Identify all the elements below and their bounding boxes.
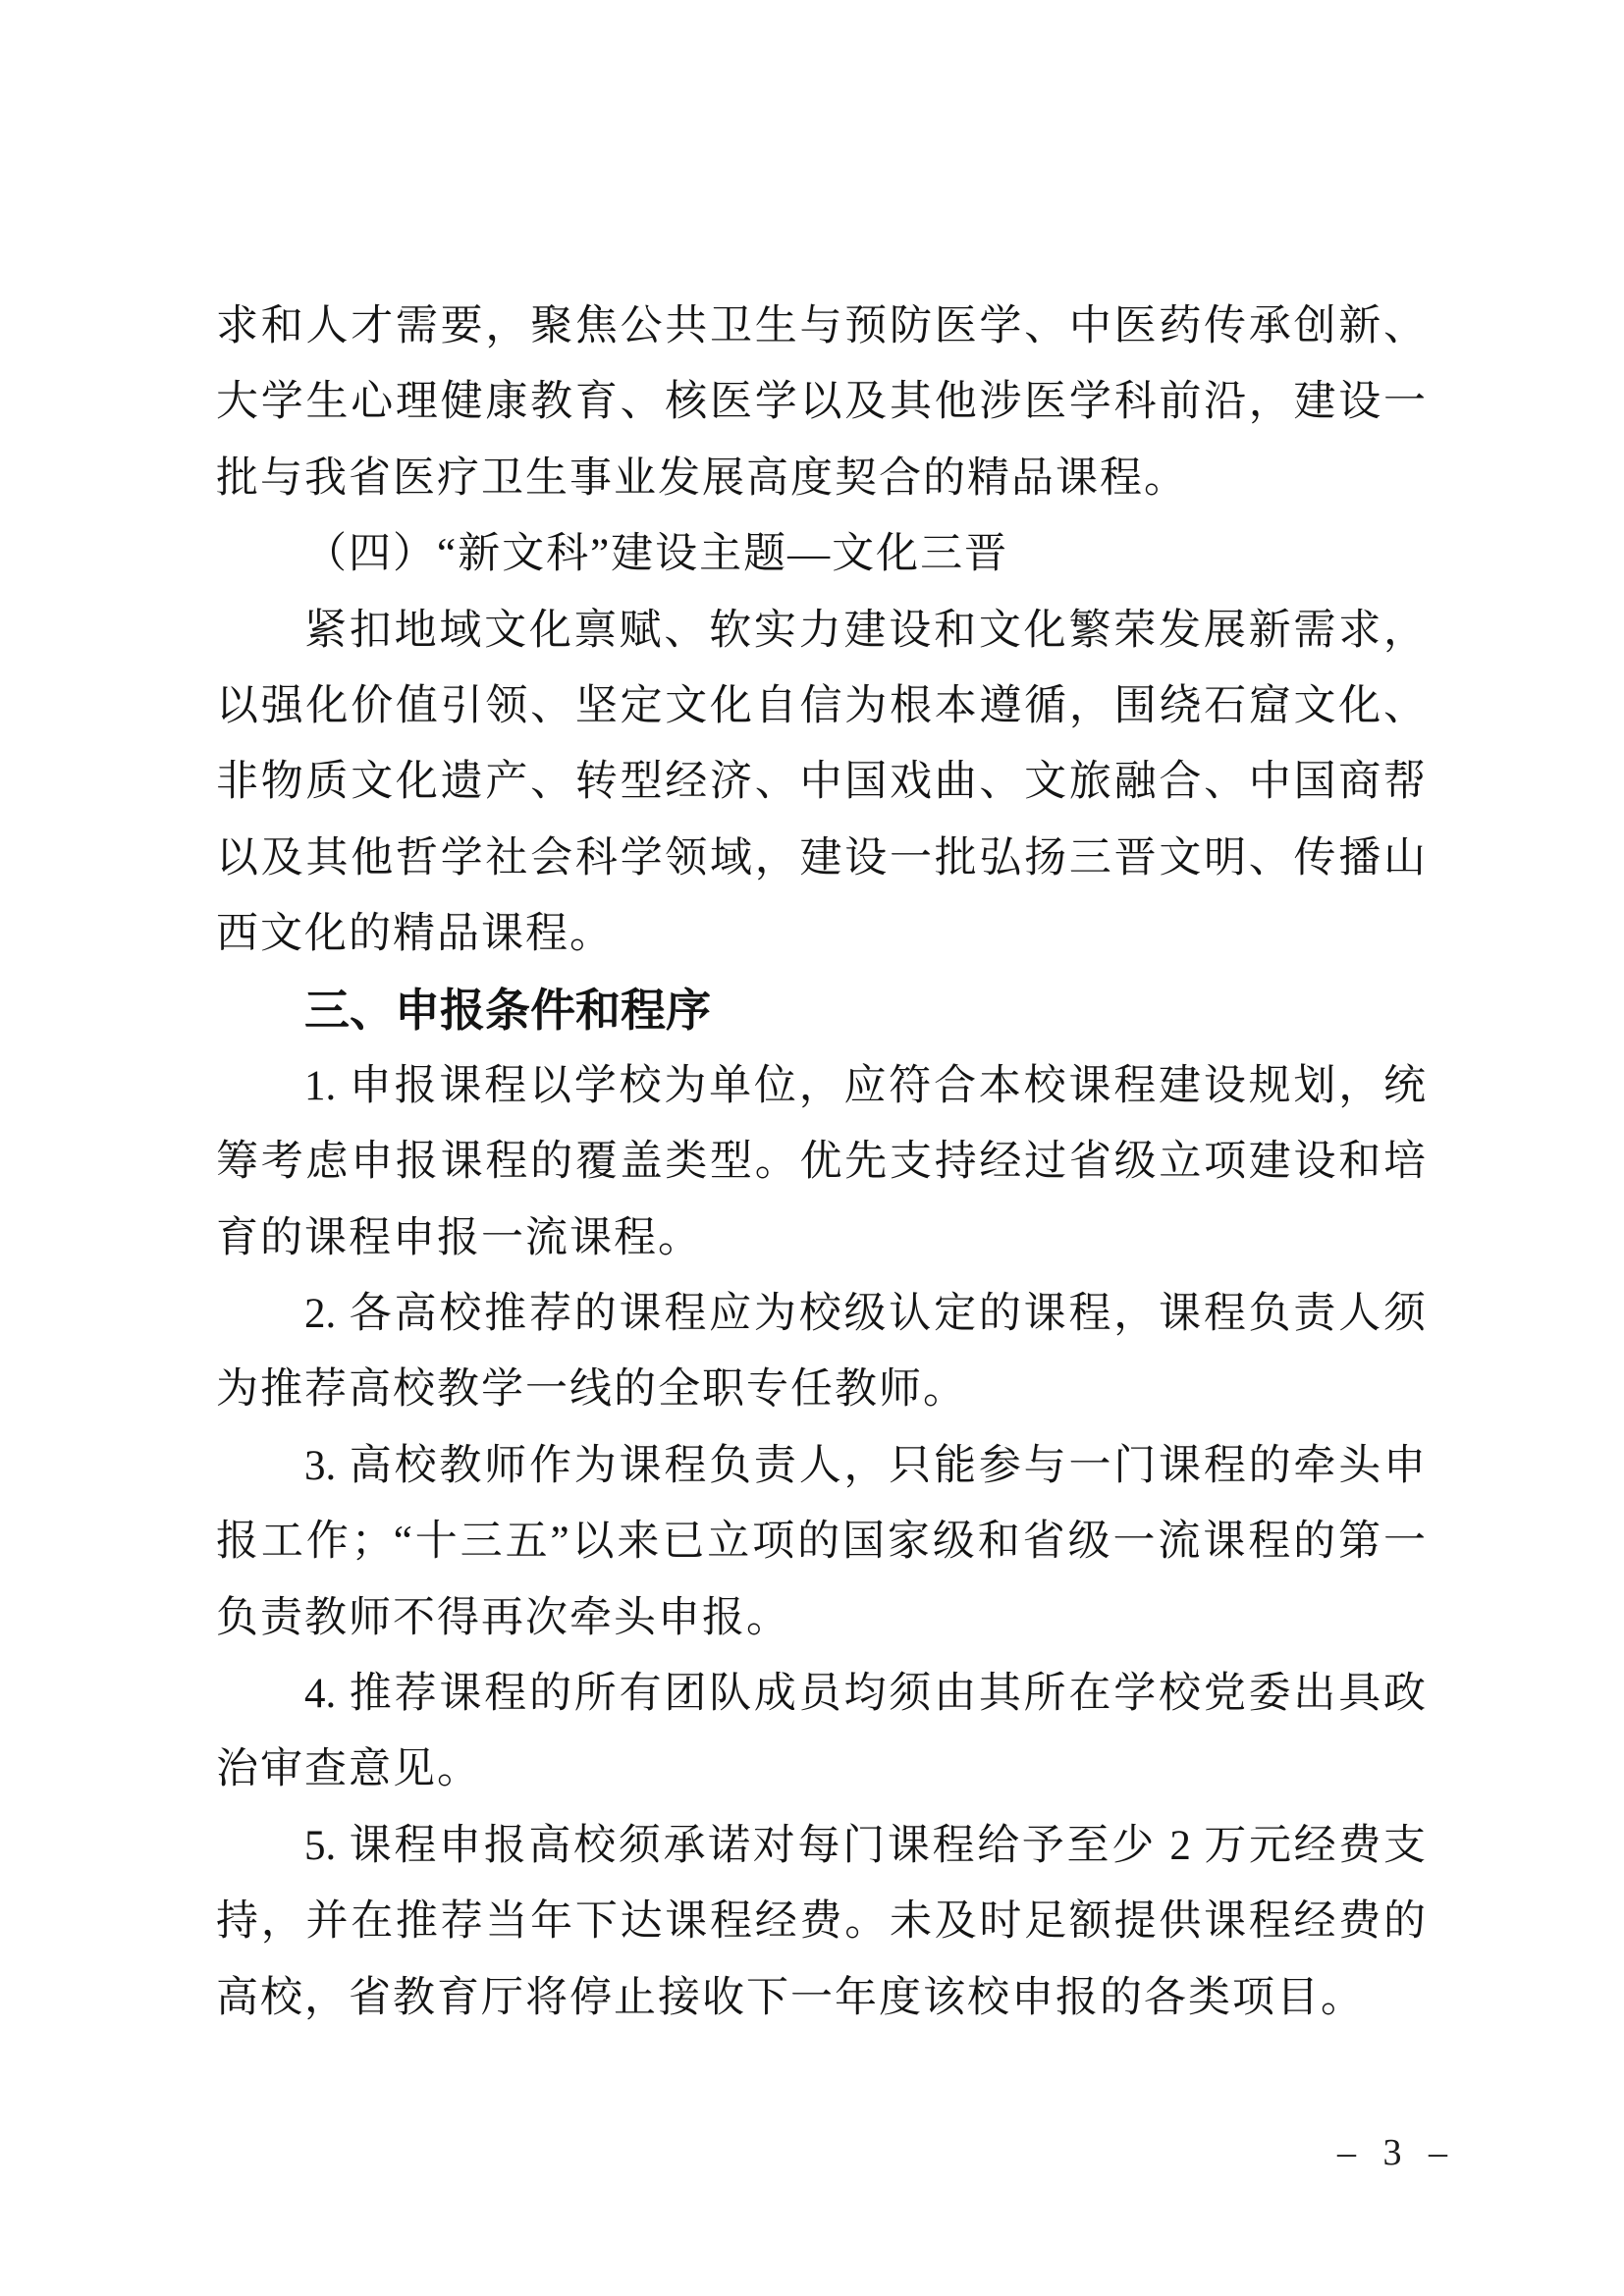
- list-item-3-line-3: 负责教师不得再次牵头申报。: [216, 1594, 790, 1641]
- list-item-3-line-1: 3. 高校教师作为课程负责人，只能参与一门课程的牵头申: [304, 1442, 1426, 1489]
- list-item-1-line-3: 育的课程申报一流课程。: [216, 1214, 702, 1261]
- list-item-4-line-1: 4. 推荐课程的所有团队成员均须由其所在学校党委出具政: [304, 1671, 1426, 1718]
- document-page: [216, 289, 1426, 2036]
- body-line-culture-2: 以强化价值引领、坚定文化自信为根本遵循，围绕石窟文化、: [216, 682, 1426, 729]
- body-line-culture-1: 紧扣地域文化禀赋、软实力建设和文化繁荣发展新需求，: [304, 607, 1426, 654]
- subsection-heading-new-liberal-arts: （四）“新文科”建设主题—文化三晋: [304, 531, 1009, 578]
- body-line-medical-courses-3: 批与我省医疗卫生事业发展高度契合的精品课程。: [216, 454, 1188, 502]
- body-line-medical-courses-2: 大学生心理健康教育、核医学以及其他涉医学科前沿，建设一: [216, 379, 1426, 426]
- section-heading-application-conditions: 三、申报条件和程序: [304, 984, 711, 1036]
- list-item-1-line-2: 筹考虑申报课程的覆盖类型。优先支持经过省级立项建设和培: [216, 1139, 1426, 1186]
- body-line-culture-3: 非物质文化遗产、转型经济、中国戏曲、文旅融合、中国商帮: [216, 759, 1426, 806]
- list-item-5-line-2: 持，并在推荐当年下达课程经费。未及时足额提供课程经费的: [216, 1898, 1426, 1946]
- page-number: – 3 –: [1337, 2132, 1456, 2173]
- list-item-4-line-2: 治审查意见。: [216, 1746, 481, 1793]
- body-line-medical-courses-1: 求和人才需要，聚焦公共卫生与预防医学、中医药传承创新、: [216, 303, 1426, 349]
- list-item-1-line-1: 1. 申报课程以学校为单位，应符合本校课程建设规划，统: [304, 1062, 1426, 1109]
- list-item-3-line-2: 报工作；“十三五”以来已立项的国家级和省级一流课程的第一: [216, 1519, 1426, 1566]
- body-line-culture-5: 西文化的精品课程。: [216, 911, 614, 958]
- body-line-culture-4: 以及其他哲学社会科学领域，建设一批弘扬三晋文明、传播山: [216, 834, 1426, 881]
- list-item-2-line-2: 为推荐高校教学一线的全职专任教师。: [216, 1366, 967, 1414]
- list-item-5-line-1: 5. 课程申报高校须承诺对每门课程给予至少 2 万元经费支: [304, 1822, 1426, 1869]
- list-item-2-line-1: 2. 各高校推荐的课程应为校级认定的课程，课程负责人须: [304, 1291, 1426, 1338]
- list-item-5-line-3: 高校，省教育厅将停止接收下一年度该校申报的各类项目。: [216, 1974, 1365, 2021]
